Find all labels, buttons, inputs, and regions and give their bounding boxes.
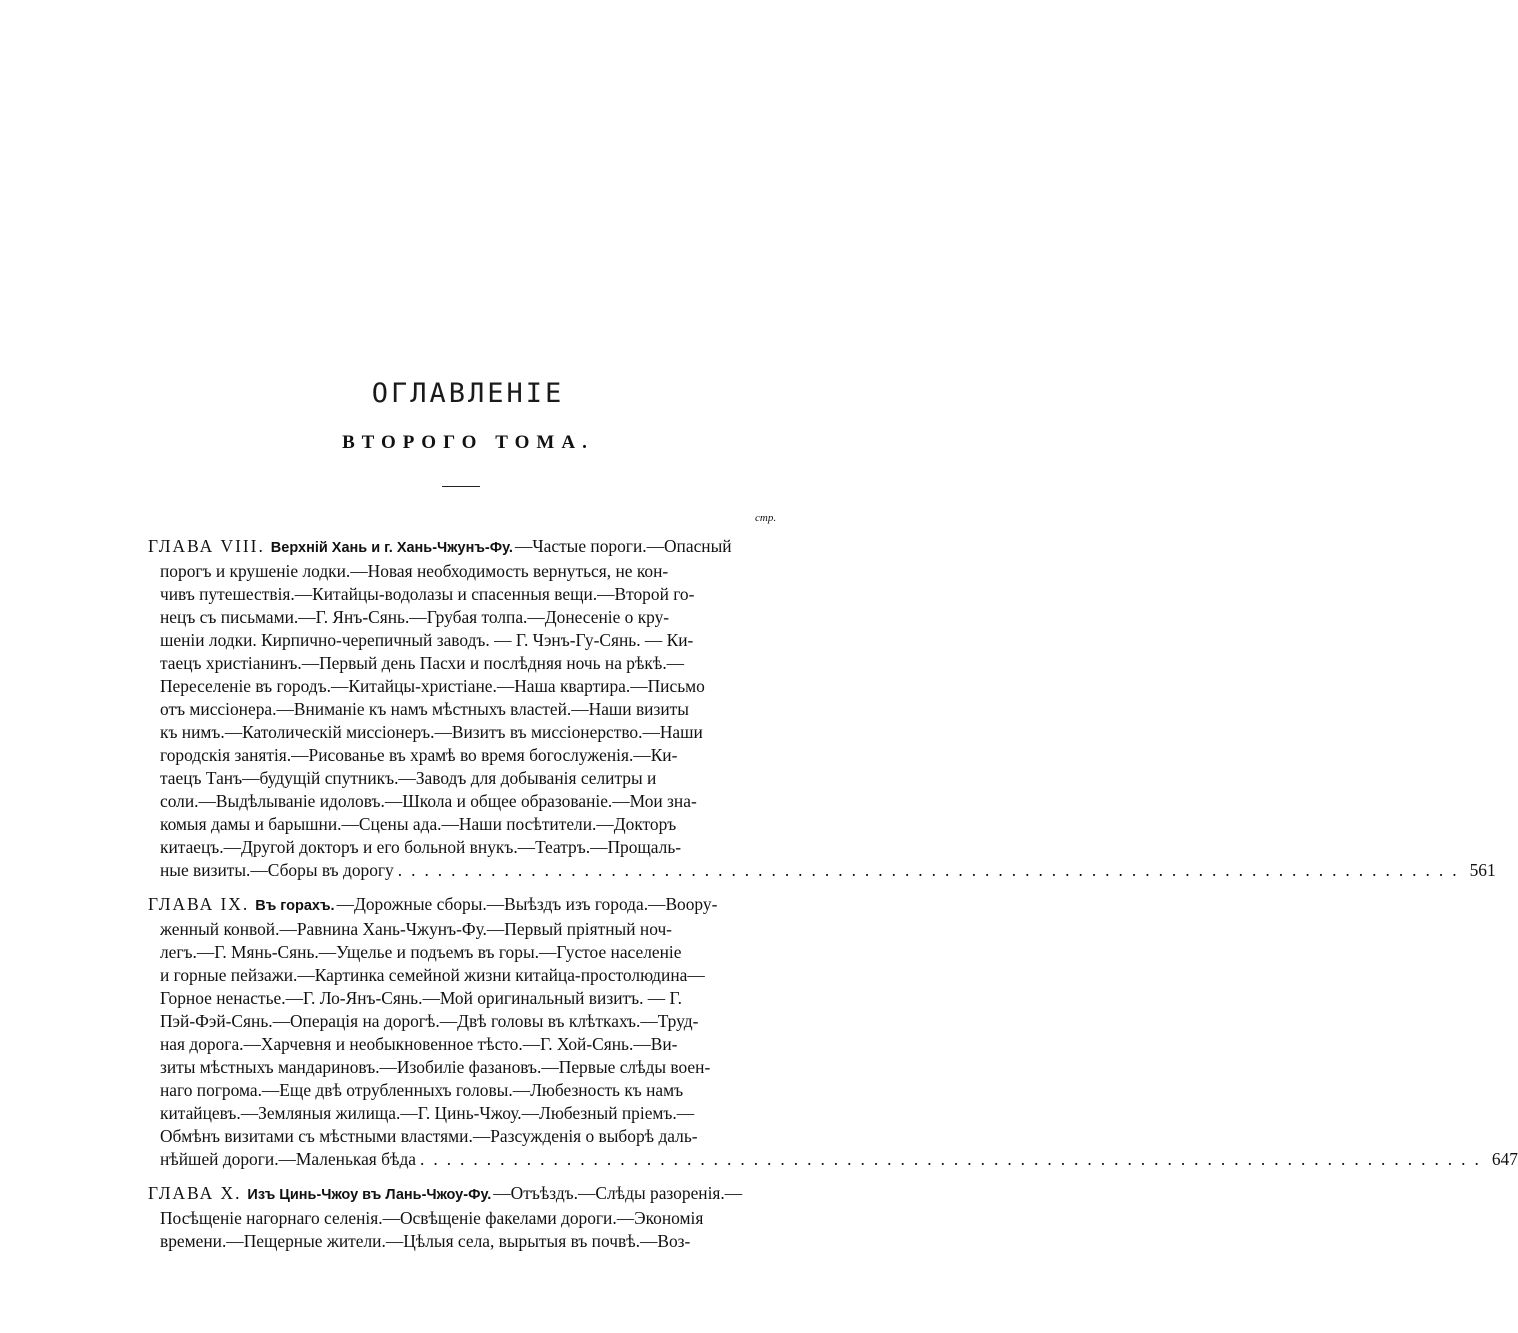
chapter-summary-text: таецъ христіанинъ.—Первый день Пасхи и послѣдняя ночь на рѣкѣ.— bbox=[160, 653, 685, 673]
toc-line bbox=[148, 1033, 742, 1056]
chapter-summary-text: времени.—Пещерные жители.—Цѣлыя села, вырытыя въ почвѣ.—Воз- bbox=[160, 1231, 691, 1251]
chapter-summary-text: китаецъ.—Другой докторъ и его больной внукъ.—Театръ.—Прощаль- bbox=[160, 837, 682, 857]
toc-entry bbox=[148, 893, 1518, 1171]
chapter-summary-text: Горное ненастье.—Г. Ло-Янъ-Сянь.—Мой оригинальный визитъ. — Г. bbox=[160, 988, 682, 1008]
chapter-summary-text: наго погрома.—Еще двѣ отрубленныхъ головы.—Любезность къ намъ bbox=[160, 1080, 684, 1100]
toc-line bbox=[148, 813, 742, 836]
chapter-summary-text: —Дорожные сборы.—Выѣздъ изъ города.—Воору- bbox=[336, 894, 718, 914]
chapter-summary-text: къ нимъ.—Католическій миссіонеръ.—Визитъ въ миссіонерство.—Наши bbox=[160, 722, 703, 742]
page-column-header: стр. bbox=[755, 512, 777, 524]
toc-line bbox=[148, 675, 742, 698]
toc-line bbox=[148, 583, 742, 606]
chapter-title: Изъ Цинь-Чжоу въ Лань-Чжоу-Фу. bbox=[247, 1187, 492, 1203]
chapter-summary-text: ные визиты.—Сборы въ дорогу bbox=[160, 860, 394, 880]
chapter-summary-text: женный конвой.—Равнина Хань-Чжунъ-Фу.—Первый пріятный ноч- bbox=[160, 919, 672, 939]
toc-line bbox=[148, 964, 742, 987]
page-number: 561 bbox=[1469, 860, 1496, 880]
toc-last-line bbox=[148, 1148, 1518, 1171]
toc-line bbox=[148, 941, 742, 964]
toc-last-line bbox=[148, 859, 1496, 882]
dot-leader: ................................................................................ bbox=[420, 1149, 1488, 1169]
chapter-summary-text: Посѣщеніе нагорнаго селенія.—Освѣщеніе факелами дороги.—Экономія bbox=[160, 1208, 704, 1228]
chapter-summary-text: Пэй-Фэй-Сянь.—Операція на дорогѣ.—Двѣ головы въ клѣткахъ.—Труд- bbox=[160, 1011, 699, 1031]
toc-line bbox=[148, 652, 742, 675]
chapter-label: ГЛАВА IX. bbox=[148, 894, 250, 914]
chapter-label: ГЛАВА X. bbox=[148, 1183, 242, 1203]
chapter-label: ГЛАВА VIII. bbox=[148, 536, 265, 556]
toc-line bbox=[148, 606, 742, 629]
toc-line bbox=[148, 1230, 742, 1253]
toc-entry bbox=[148, 535, 1496, 882]
toc-line bbox=[148, 629, 742, 652]
chapter-summary-text: Обмѣнъ визитами съ мѣстными властями.—Разсужденія о выборѣ даль- bbox=[160, 1126, 698, 1146]
chapter-summary-text: ная дорога.—Харчевня и необыкновенное тѣсто.—Г. Хой-Сянь.—Ви- bbox=[160, 1034, 678, 1054]
chapter-summary-text: зиты мѣстныхъ мандариновъ.—Изобиліе фазановъ.—Первые слѣды воен- bbox=[160, 1057, 711, 1077]
chapter-summary-text: таецъ Танъ—будущій спутникъ.—Заводъ для добыванія селитры и bbox=[160, 768, 657, 788]
chapter-title: Въ горахъ. bbox=[255, 898, 335, 914]
page-title: ОГЛАВЛЕНІЕ bbox=[371, 378, 565, 409]
page-subtitle: ВТОРОГО ТОМА. bbox=[342, 432, 594, 453]
toc-line bbox=[148, 1010, 742, 1033]
chapter-summary-text: нецъ съ письмами.—Г. Янъ-Сянь.—Грубая толпа.—Донесеніе о кру- bbox=[160, 607, 670, 627]
toc-line bbox=[148, 1102, 742, 1125]
toc-line bbox=[148, 1182, 742, 1207]
toc-line bbox=[148, 790, 742, 813]
toc-line bbox=[148, 987, 742, 1010]
chapter-summary-text: —Отъѣздъ.—Слѣды разоренія.— bbox=[493, 1183, 743, 1203]
chapter-summary-text: порогъ и крушеніе лодки.—Новая необходимость вернуться, не кон- bbox=[160, 561, 669, 581]
toc-line bbox=[148, 698, 742, 721]
toc-line bbox=[148, 1207, 742, 1230]
chapter-summary-text: городскія занятія.—Рисованье въ храмѣ во время богослуженія.—Ки- bbox=[160, 745, 678, 765]
chapter-summary-text: легъ.—Г. Мянь-Сянь.—Ущелье и подъемъ въ горы.—Густое населеніе bbox=[160, 942, 682, 962]
chapter-summary-text: соли.—Выдѣлываніе идоловъ.—Школа и общее образованіе.—Мои зна- bbox=[160, 791, 697, 811]
chapter-summary-text: чивъ путешествія.—Китайцы-водолазы и спасенныя вещи.—Второй го- bbox=[160, 584, 695, 604]
toc-entry bbox=[148, 1182, 793, 1253]
chapter-summary-text: и горные пейзажи.—Картинка семейной жизни китайца-простолюдина— bbox=[160, 965, 705, 985]
toc-line bbox=[148, 893, 742, 918]
chapter-title: Верхній Хань и г. Хань-Чжунъ-Фу. bbox=[270, 540, 513, 556]
toc-line bbox=[148, 560, 742, 583]
chapter-summary-text: Переселеніе въ городъ.—Китайцы-христіане.—Наша квартира.—Письмо bbox=[160, 676, 705, 696]
toc-line bbox=[148, 767, 742, 790]
toc-line bbox=[148, 1056, 742, 1079]
toc-line bbox=[148, 721, 742, 744]
chapter-summary-text: —Частые пороги.—Опасный bbox=[514, 536, 732, 556]
toc-line bbox=[148, 1079, 742, 1102]
title-divider bbox=[442, 486, 480, 487]
chapter-summary-text: отъ миссіонера.—Вниманіе къ намъ мѣстныхъ властей.—Наши визиты bbox=[160, 699, 689, 719]
chapter-summary-text: комыя дамы и барышни.—Сцены ада.—Наши посѣтители.—Докторъ bbox=[160, 814, 677, 834]
toc-line bbox=[148, 1125, 742, 1148]
toc-line bbox=[148, 836, 742, 859]
chapter-summary-text: китайцевъ.—Земляныя жилища.—Г. Цинь-Чжоу.—Любезный пріемъ.— bbox=[160, 1103, 695, 1123]
page-number: 647 bbox=[1491, 1149, 1518, 1169]
toc-line bbox=[148, 918, 742, 941]
toc-line bbox=[148, 535, 742, 560]
table-of-contents bbox=[148, 535, 1518, 1264]
dot-leader: ................................................................................ bbox=[397, 860, 1466, 880]
chapter-summary-text: шеніи лодки. Кирпично-черепичный заводъ. — Г. Чэнъ-Гу-Сянь. — Ки- bbox=[160, 630, 694, 650]
chapter-summary-text: нѣйшей дороги.—Маленькая бѣда bbox=[160, 1149, 417, 1169]
toc-line bbox=[148, 744, 742, 767]
